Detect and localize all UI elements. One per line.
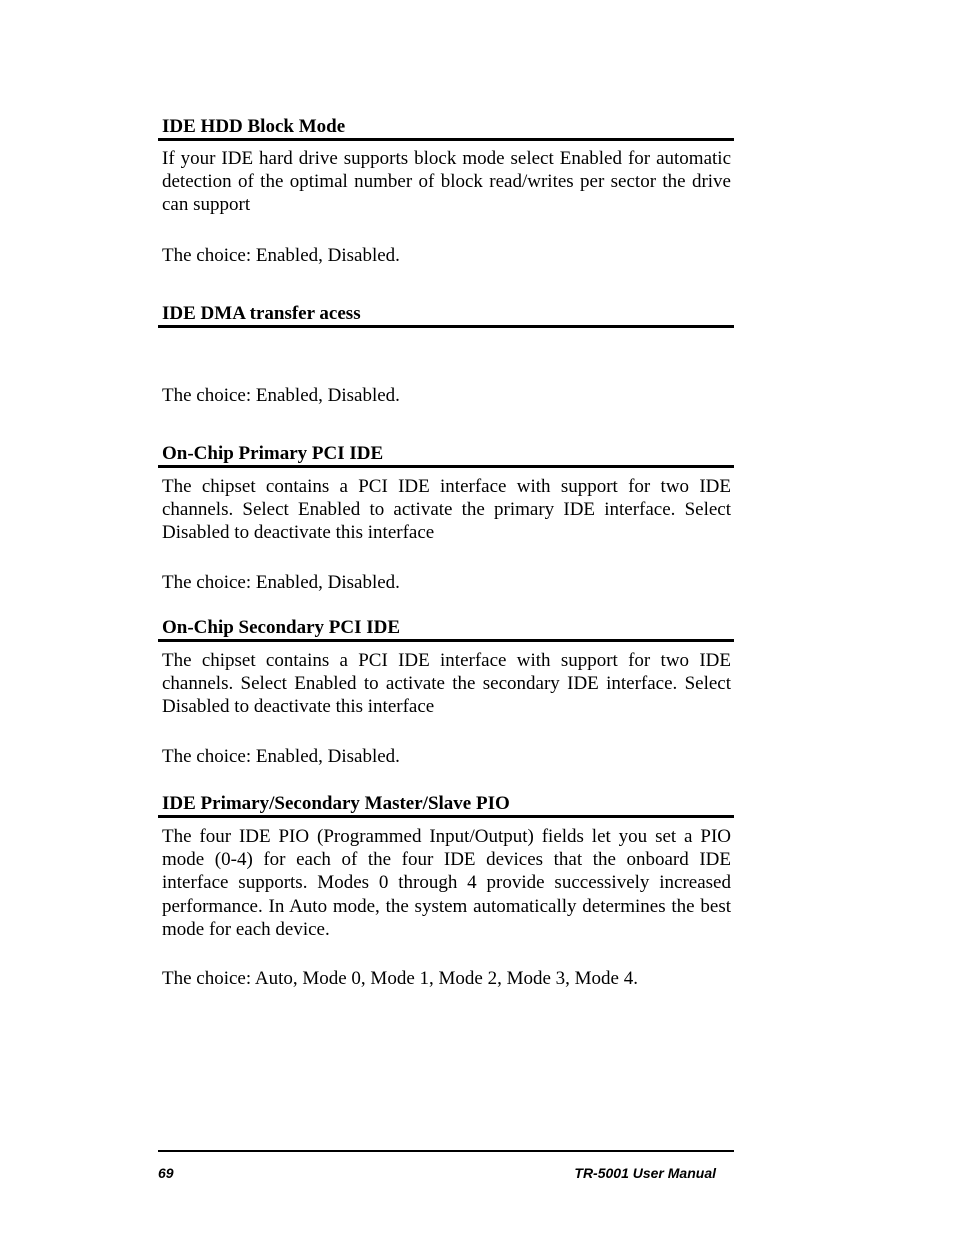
section-heading: IDE Primary/Secondary Master/Slave PIO <box>162 793 510 814</box>
section-onchip-primary-pci-ide <box>158 443 734 545</box>
section-ide-pio-mode <box>158 793 734 941</box>
section-onchip-secondary-pci-ide <box>158 617 734 719</box>
heading-rule <box>158 325 734 328</box>
section-ide-dma-transfer <box>158 303 734 328</box>
choice-text: The choice: Auto, Mode 0, Mode 1, Mode 2, Mode 3, Mode 4. <box>162 968 638 989</box>
section-heading: On-Chip Secondary PCI IDE <box>162 617 401 638</box>
section-description: The chipset contains a PCI IDE interface with support for two IDE channels. Select Enabled to activate the secondary IDE interface. Select Disabled to deactivate this interface <box>162 650 731 718</box>
manual-title: TR-5001 User Manual <box>574 1165 716 1181</box>
section-heading: IDE HDD Block Mode <box>162 116 346 137</box>
heading-rule <box>158 639 734 642</box>
section-heading: IDE DMA transfer acess <box>162 303 361 324</box>
heading-rule <box>158 465 734 468</box>
heading-rule <box>158 815 734 818</box>
choice-text: The choice: Enabled, Disabled. <box>162 746 400 767</box>
choice-text: The choice: Enabled, Disabled. <box>162 572 400 593</box>
section-description: The four IDE PIO (Programmed Input/Output) fields let you set a PIO mode (0-4) for each of the four IDE devices that the onboard IDE interface supports. Modes 0 through 4 provide successively increased performance. In Auto mode, the system automatically determines the best mode for each device. <box>162 826 731 940</box>
choice-text: The choice: Enabled, Disabled. <box>162 385 400 406</box>
section-description: The chipset contains a PCI IDE interface with support for two IDE channels. Select Enabled to activate the primary IDE interface. Select Disabled to deactivate this interface <box>162 476 731 544</box>
page-number: 69 <box>158 1165 174 1181</box>
section-description: If your IDE hard drive supports block mode select Enabled for automatic detection of the optimal number of block read/writes per sector the drive can support <box>162 148 731 216</box>
choice-text: The choice: Enabled, Disabled. <box>162 245 400 266</box>
heading-rule <box>158 138 734 141</box>
section-ide-hdd-block-mode <box>158 116 734 217</box>
footer-rule <box>158 1150 734 1152</box>
section-heading: On-Chip Primary PCI IDE <box>162 443 384 464</box>
